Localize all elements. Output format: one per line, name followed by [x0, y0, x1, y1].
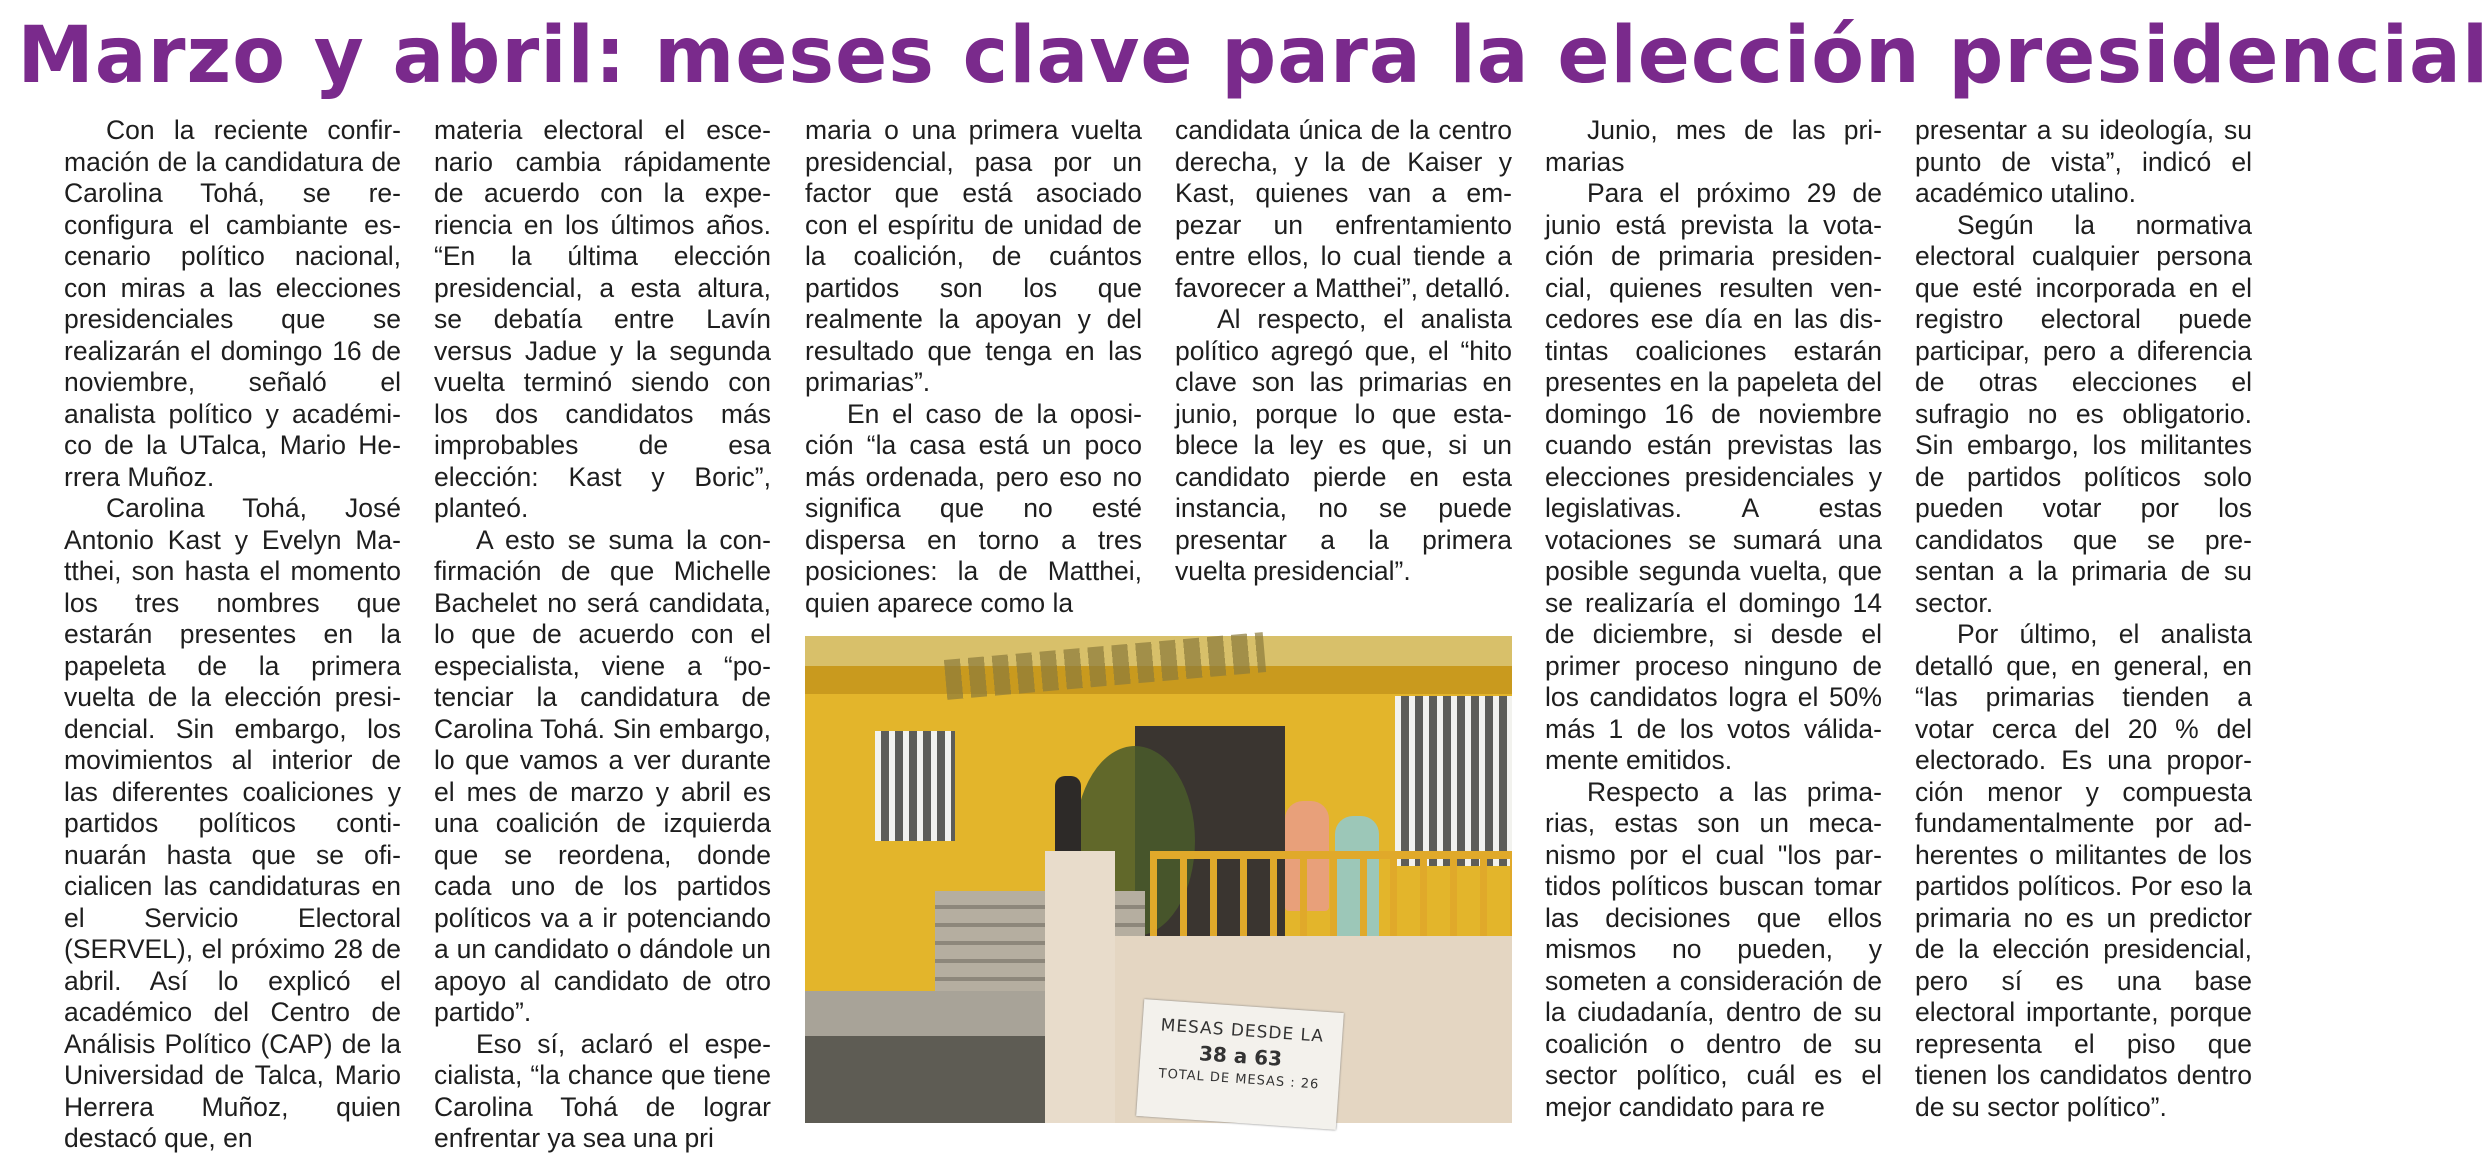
paragraph: presentar a su ideología, su punto de vista”, indicó el académico utalino.: [1915, 115, 2252, 208]
paragraph: Con la reciente confirmación de la candidatura de Carolina Tohá, se reconfigura el cambiante escenario político nacional, con miras a las elecciones presidenciales que se realizarán el domingo 16 de noviembre, señaló el analista político y académico de la UTalca, Mario Herrera Muñoz.: [64, 115, 401, 492]
sign-line: MESAS DESDE LA: [1159, 1015, 1325, 1047]
article-column-3: [805, 115, 1142, 618]
paragraph: Eso sí, aclaró el especialista, “la chance que tiene Carolina Tohá de lograr enfrentar ya sea una pri: [434, 1028, 771, 1153]
paragraph: maria o una primera vuelta presidencial, pasa por un factor que está asociado con el espíritu de unidad de la coalición, de cuántos partidos son los que realmente la apoyan y del resultado que tenga en las primarias”.: [805, 115, 1142, 397]
paragraph: candidata única de la centro derecha, y la de Kaiser y Kast, quienes van a empezar un enfrentamiento entre ellos, lo cual tiende a favorecer a Matthei”, detalló.: [1175, 115, 1512, 303]
polling-place-photo: [805, 636, 1512, 1123]
paragraph: A esto se suma la confirmación de que Michelle Bachelet no será candidata, lo que de acuerdo con el especialista, viene a “potenciar la candidatura de Carolina Tohá. Sin embargo, lo que vamos a ver durante el mes de marzo y abril es una coalición de izquierda que se reordena, donde cada uno de los partidos políticos va a ir potenciando a un candidato o dándole un apoyo al candidato de otro partido”.: [434, 524, 771, 1027]
article-column-4: [1175, 115, 1512, 615]
gate-pillar: [1045, 851, 1115, 1123]
building-window: [1395, 696, 1512, 866]
sign-line: 38 a 63: [1198, 1041, 1283, 1071]
sign-line: TOTAL DE MESAS : 26: [1158, 1066, 1320, 1093]
article-column-6: [1915, 115, 2252, 1135]
building-window: [875, 731, 955, 841]
article-column-5: [1545, 115, 1882, 1135]
headline: Marzo y abril: meses clave para la elección presidencial: [17, 11, 2489, 101]
paragraph: Por último, el analista detalló que, en general, en “las primarias tienden a votar cerca del 20 % del electorado. Es una proporción menor y compuesta fundamentalmente por adherentes o militantes de los partidos políticos. Por eso la primaria no es un predictor de la elección presidencial, pero sí es una base electoral importante, porque representa el piso que tienen los candidatos dentro de su sector político”.: [1915, 619, 2252, 1122]
article-column-2: [434, 115, 771, 1153]
paragraph: Respecto a las primarias, estas son un mecanismo por el cual "los partidos políticos buscan tomar las decisiones que ellos mismos no pueden, y someten a consideración de la ciudadanía, dentro de su coalición o dentro de su sector político, cuál es el mejor candidato para re: [1545, 776, 1882, 1122]
voting-tables-sign: [1136, 999, 1344, 1130]
ground-shadow: [805, 1036, 1065, 1123]
subheading: Junio, mes de las primarias: [1545, 115, 1882, 177]
article-column-1: [64, 115, 401, 1153]
paragraph: Al respecto, el analista político agregó que, el “hito clave son las primarias en junio, porque lo que establece la ley es que, si un candidato pierde en esta instancia, no se puede presentar a la primera vuelta presidencial”.: [1175, 304, 1512, 586]
paragraph: En el caso de la oposición “la casa está un poco más ordenada, pero eso no significa que no esté dispersa en torno a tres posiciones: la de Matthei, quien aparece como la: [805, 398, 1142, 618]
paragraph: Para el próximo 29 de junio está prevista la votación de primaria presidencial, quienes resulten vencedores ese día en las distintas coaliciones estarán presentes en la papeleta del domingo 16 de noviembre cuando están previstas las elecciones presidenciales y legislativas. A estas votaciones se sumará una posible segunda vuelta, que se realizaría el domingo 14 de diciembre, si desde el primer proceso ninguno de los candidatos logra el 50% más 1 de los votos válidamente emitidos.: [1545, 178, 1882, 775]
paragraph: Carolina Tohá, José Antonio Kast y Evelyn Matthei, son hasta el momento los tres nombres que estarán presentes en la papeleta de la primera vuelta de la elección presidencial. Sin embargo, los movimientos al interior de las diferentes coaliciones y partidos políticos continuarán hasta que se oficialicen las candidaturas en el Servicio Electoral (SERVEL), el próximo 28 de abril. Así lo explicó el académico del Centro de Análisis Político (CAP) de la Universidad de Talca, Mario Herrera Muñoz, quien destacó que, en: [64, 493, 401, 1153]
paragraph: materia electoral el escenario cambia rápidamente de acuerdo con la experiencia en los últimos años. “En la última elección presidencial, a esta altura, se debatía entre Lavín versus Jadue y la segunda vuelta terminó siendo con los dos candidatos más improbables de esa elección: Kast y Boric”, planteó.: [434, 115, 771, 523]
paragraph: Según la normativa electoral cualquier persona que esté incorporada en el registro electoral puede participar, pero a diferencia de otras elecciones el sufragio no es obligatorio. Sin embargo, los militantes de partidos políticos solo pueden votar por los candidatos que se presentan a la primaria de su sector.: [1915, 209, 2252, 618]
